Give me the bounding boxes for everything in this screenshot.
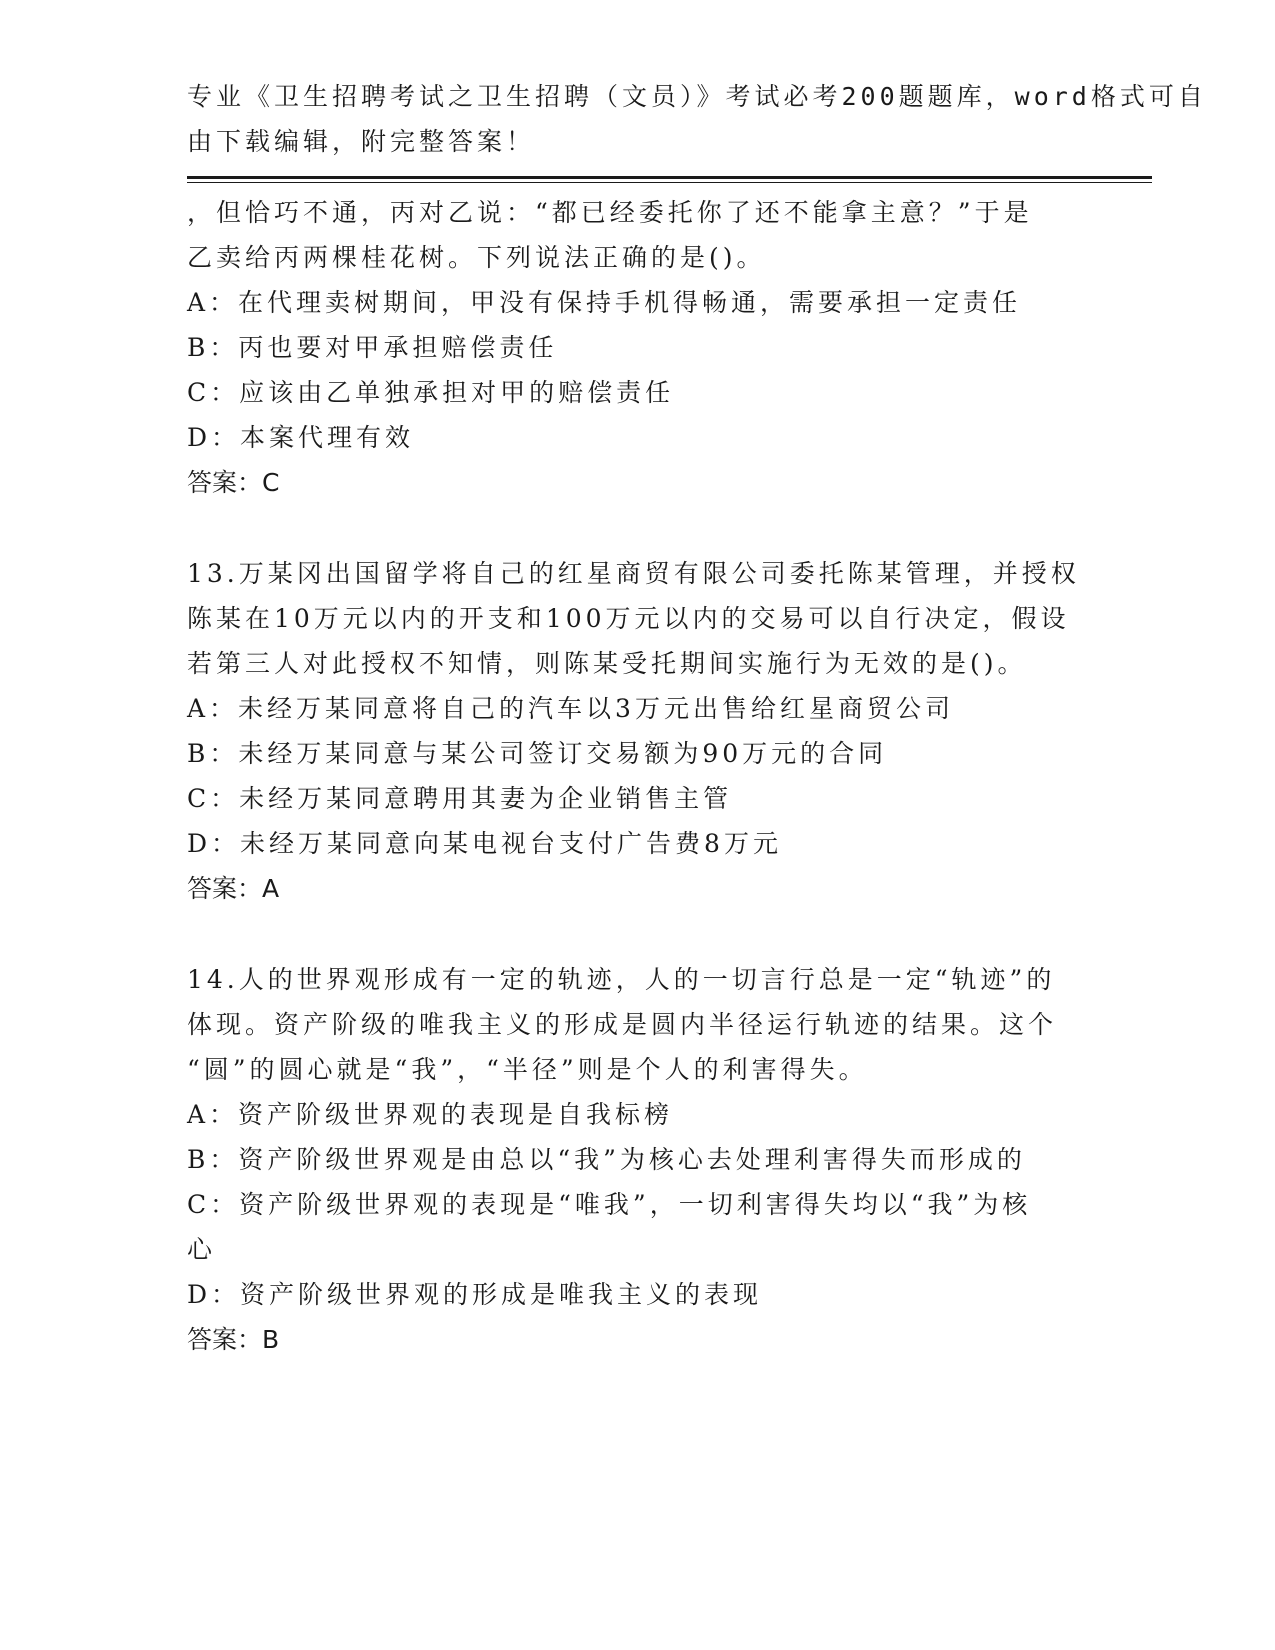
question-stem-line: 陈某在10万元以内的开支和100万元以内的交易可以自行决定，假设 <box>187 604 1070 633</box>
answer-line: 答案：C <box>187 468 280 497</box>
option-b: B：丙也要对甲承担赔偿责任 <box>187 333 558 362</box>
option-b: B：未经万某同意与某公司签订交易额为90万元的合同 <box>187 739 888 768</box>
document-header <box>187 74 1207 164</box>
question-stem-line: 乙卖给丙两棵桂花树。下列说法正确的是()。 <box>187 243 766 272</box>
header-divider-thin <box>187 182 1152 183</box>
answer-line: 答案：B <box>187 1325 280 1354</box>
question-stem-line: 若第三人对此授权不知情，则陈某受托期间实施行为无效的是()。 <box>187 649 1027 678</box>
option-a: A：资产阶级世界观的表现是自我标榜 <box>187 1100 674 1129</box>
question-stem-line: ，但恰巧不通，丙对乙说：“都已经委托你了还不能拿主意？”于是 <box>187 198 1033 227</box>
option-c-continuation: 心 <box>187 1235 217 1264</box>
option-c: C：未经万某同意聘用其妻为企业销售主管 <box>187 784 733 813</box>
question-14 <box>187 957 1087 1362</box>
question-stem-line: 体现。资产阶级的唯我主义的形成是圆内半径运行轨迹的结果。这个 <box>187 1010 1058 1039</box>
option-a: A：未经万某同意将自己的汽车以3万元出售给红星商贸公司 <box>187 694 954 723</box>
question-13 <box>187 551 1087 911</box>
header-divider-thick <box>187 176 1152 179</box>
option-d: D：资产阶级世界观的形成是唯我主义的表现 <box>187 1280 763 1309</box>
question-stem-line: 13.万某冈出国留学将自己的红星商贸有限公司委托陈某管理，并授权 <box>187 559 1080 588</box>
option-b: B：资产阶级世界观是由总以“我”为核心去处理利害得失而形成的 <box>187 1145 1026 1174</box>
option-c: C：资产阶级世界观的表现是“唯我”，一切利害得失均以“我”为核 <box>187 1190 1032 1219</box>
question-stem-line: 14.人的世界观形成有一定的轨迹，人的一切言行总是一定“轨迹”的 <box>187 965 1056 994</box>
answer-line: 答案：A <box>187 874 280 903</box>
header-line-1: 专业《卫生招聘考试之卫生招聘（文员）》考试必考200题题库，word格式可自 <box>187 82 1207 111</box>
option-d: D：本案代理有效 <box>187 423 415 452</box>
option-d: D：未经万某同意向某电视台支付广告费8万元 <box>187 829 782 858</box>
question-stem-line: “圆”的圆心就是“我”，“半径”则是个人的利害得失。 <box>187 1055 868 1084</box>
question-12 <box>187 190 1087 505</box>
option-c: C：应该由乙单独承担对甲的赔偿责任 <box>187 378 675 407</box>
document-body <box>187 190 1087 1362</box>
header-line-2: 由下载编辑，附完整答案！ <box>187 127 536 156</box>
option-a: A：在代理卖树期间，甲没有保持手机得畅通，需要承担一定责任 <box>187 288 1022 317</box>
